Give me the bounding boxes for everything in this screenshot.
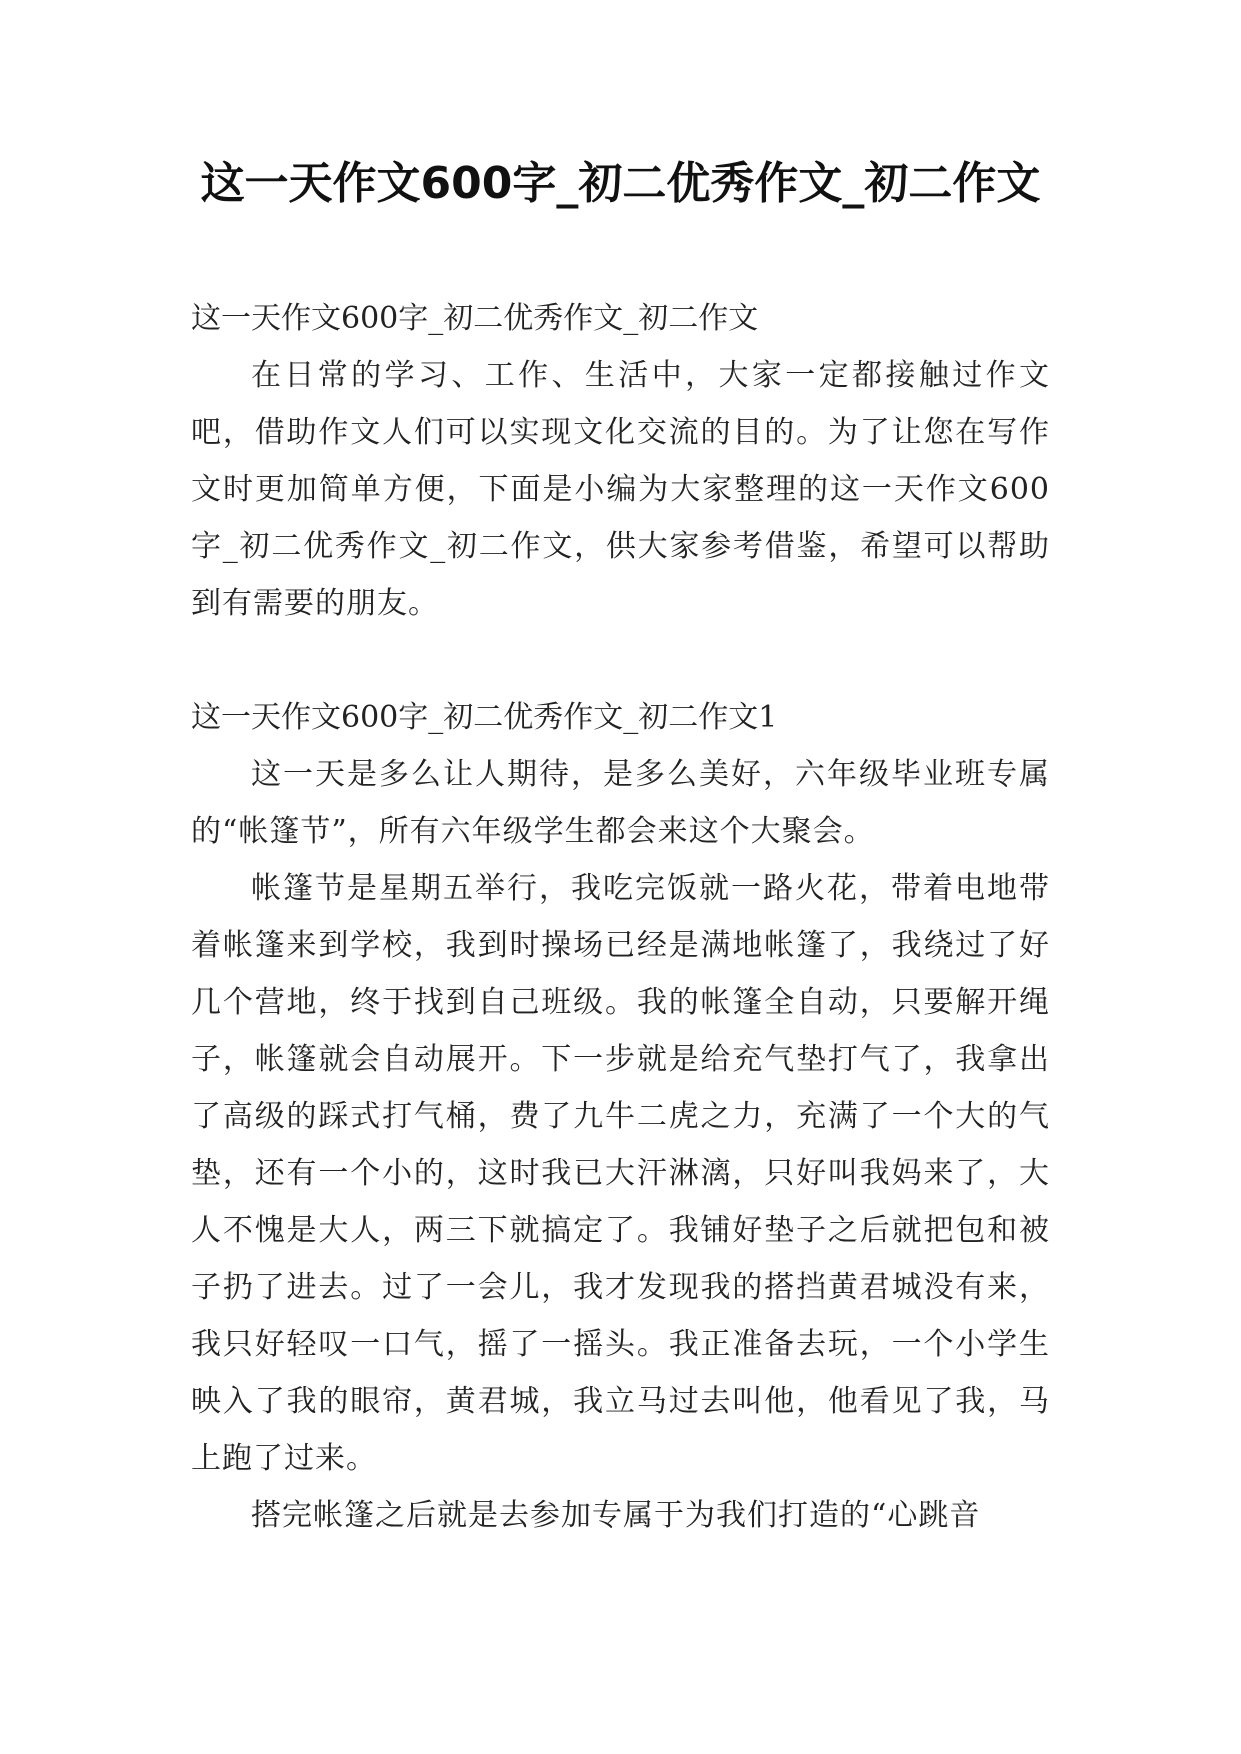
intro-paragraph: 在日常的学习、工作、生活中，大家一定都接触过作文吧，借助作文人们可以实现文化交流的目的。为了让您在写作文时更加简单方便，下面是小编为大家整理的这一天作文600字_初二优秀作文_初二作文，供大家参考借鉴，希望可以帮助到有需要的朋友。: [191, 358, 1050, 621]
paragraph-spacer: [191, 632, 1050, 689]
body-paragraph-3: 搭完帐篷之后就是去参加专属于为我们打造的“心跳音: [251, 1498, 981, 1533]
document-title: 这一天作文600字_初二优秀作文_初二作文: [200, 158, 1041, 209]
document-body: [191, 290, 1050, 1544]
section-heading: 这一天作文600字_初二优秀作文_初二作文1: [191, 700, 778, 735]
body-paragraph-2: 帐篷节是星期五举行，我吃完饭就一路火花，带着电地带着帐篷来到学校，我到时操场已经是满地帐篷了，我绕过了好几个营地，终于找到自己班级。我的帐篷全自动，只要解开绳子，帐篷就会自动展开。下一步就是给充气垫打气了，我拿出了高级的踩式打气桶，费了九牛二虎之力，充满了一个大的气垫，还有一个小的，这时我已大汗淋漓，只好叫我妈来了，大人不愧是大人，两三下就搞定了。我铺好垫子之后就把包和被子扔了进去。过了一会儿，我才发现我的搭挡黄君城没有来，我只好轻叹一口气，摇了一摇头。我正准备去玩，一个小学生映入了我的眼帘，黄君城，我立马过去叫他，他看见了我，马上跑了过来。: [191, 871, 1050, 1476]
document-subtitle: 这一天作文600字_初二优秀作文_初二作文: [191, 301, 759, 336]
body-paragraph-1: 这一天是多么让人期待，是多么美好，六年级毕业班专属的“帐篷节”，所有六年级学生都会来这个大聚会。: [191, 757, 1050, 849]
